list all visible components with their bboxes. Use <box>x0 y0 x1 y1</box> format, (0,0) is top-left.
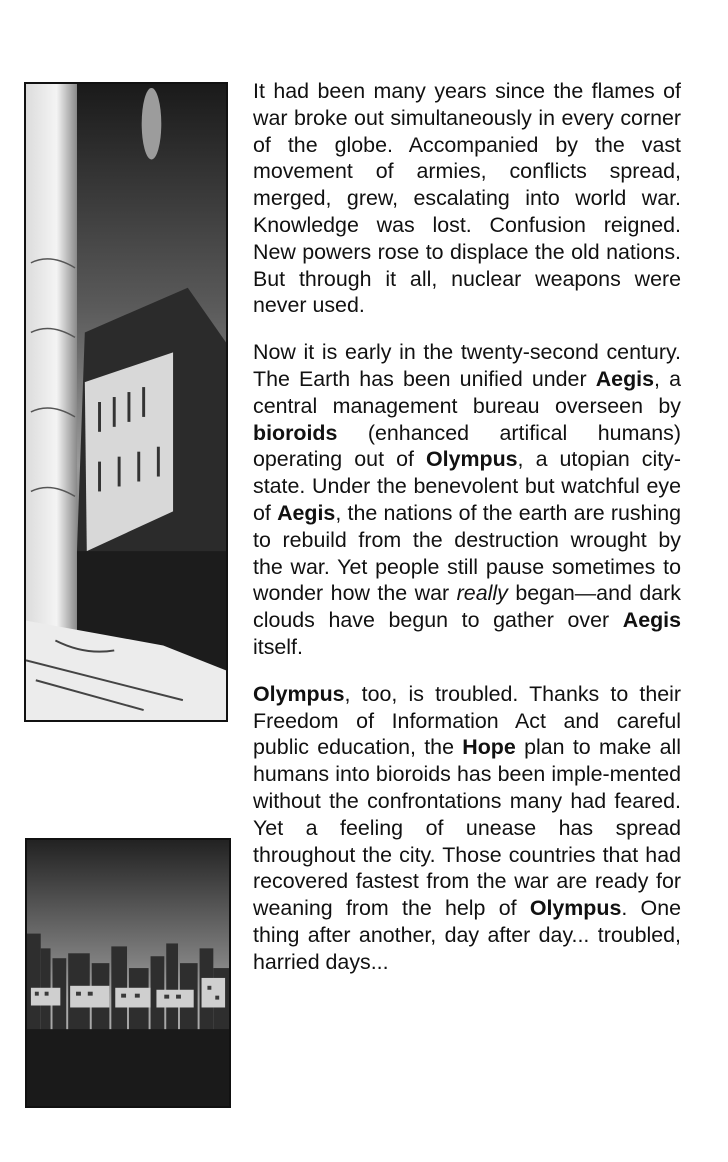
story-intro-text <box>253 78 681 996</box>
paragraph-3 <box>253 681 681 976</box>
bold-term: Olympus <box>253 681 345 706</box>
paragraph-1 <box>253 78 681 319</box>
text-run: (enhanced artifical humans) operating out of <box>253 420 681 472</box>
bold-term: Aegis <box>277 500 336 525</box>
text-run: itself. <box>253 634 303 659</box>
city-skyline-illustration <box>25 838 231 1108</box>
text-run: began—and dark clouds have begun to gather over <box>253 581 682 633</box>
bold-term: Olympus <box>426 447 518 472</box>
italic-term: really <box>456 581 508 606</box>
text-run: , a central management bureau overseen by <box>253 366 681 418</box>
bold-term: Olympus <box>529 896 622 921</box>
text-run: It had been many years since the flames of war broke out simultaneously in every corner of the globe. Accompanied by the vast movement of armies, conflicts spread, merged, grew, escalating into world war. Knowledge was lost. Confusion reigned. New powers rose to displace the old nations. But through it all, nuclear weapons were never used. <box>253 79 681 318</box>
text-run: , a utopian city-state. Under the benevolent but watchful eye of <box>253 447 682 525</box>
text-run: . One thing after another, day after day... troubled, harried days... <box>253 896 681 974</box>
paragraph-2 <box>253 339 681 661</box>
ruined-building-art <box>26 84 226 720</box>
city-skyline-art <box>27 840 229 1106</box>
bold-term: Aegis <box>622 608 681 633</box>
bold-term: Aegis <box>595 366 654 391</box>
bold-term: bioroids <box>253 420 338 445</box>
text-run: , the nations of the earth are rushing to rebuild from the destruction wrought by the war. Yet people still pause sometimes to wonder how the war <box>253 500 681 606</box>
text-run: Now it is early in the twenty-second century. The Earth has been unified under <box>253 340 681 391</box>
text-run: , too, is troubled. Thanks to their Freedom of Information Act and careful public education, the <box>253 681 681 760</box>
text-run: plan to make all humans into bioroids has been imple-mented without the confrontations many had feared. Yet a feeling of unease has spread throughout the city. Those countries that had recovered fastest from the war are ready for weaning from the help of <box>253 735 681 921</box>
bold-term: Hope <box>462 735 516 760</box>
ruined-building-illustration <box>24 82 228 722</box>
